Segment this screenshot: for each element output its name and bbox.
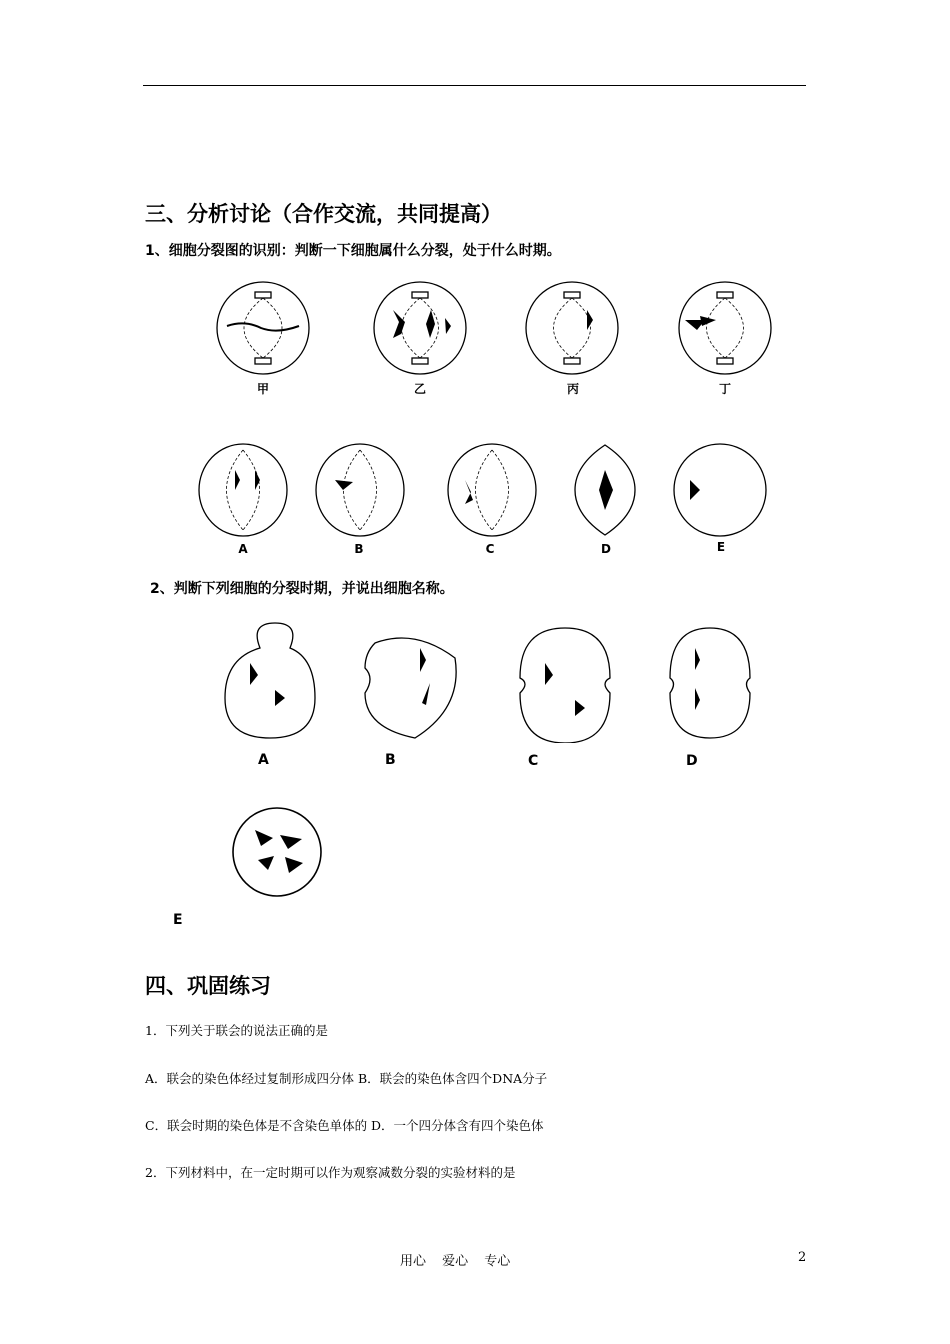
cell-figure-row-4 [230, 805, 325, 900]
label-row3-b: B [385, 752, 396, 768]
page-number: 2 [798, 1250, 807, 1265]
label-row2-b: B [354, 542, 364, 556]
label-row2-e: E [716, 540, 726, 554]
label-row3-a: A [258, 752, 269, 768]
label-row3-c: C [528, 753, 539, 769]
exercise-line-4: 2．下列材料中，在一定时期可以作为观察减数分裂的实验材料的是 [145, 1165, 516, 1180]
label-ding: 丁 [718, 382, 731, 396]
label-jia: 甲 [256, 382, 269, 396]
cell-figure-row-1 [205, 280, 785, 380]
label-row4-e: E [173, 912, 183, 928]
label-row2-c: C [485, 542, 495, 556]
label-yi: 乙 [413, 382, 426, 396]
exercise-line-1: 1．下列关于联会的说法正确的是 [145, 1023, 328, 1038]
section3-heading: 三、分析讨论（合作交流，共同提高） [145, 202, 502, 226]
header-rule [143, 85, 806, 86]
label-bing: 丙 [566, 382, 579, 396]
label-row2-a: A [238, 542, 248, 556]
exercise-line-3: C．联会时期的染色体是不含染色单体的 D．一个四分体含有四个染色体 [145, 1118, 544, 1133]
section4-heading: 四、巩固练习 [145, 974, 271, 998]
question-2: 2、判断下列细胞的分裂时期，并说出细胞名称。 [150, 581, 454, 597]
footer-motto: 用心 爱心 专心 [400, 1254, 511, 1269]
label-row2-d: D [601, 542, 611, 556]
cell-figure-row-3 [215, 618, 765, 743]
question-1: 1、细胞分裂图的识别：判断一下细胞属什么分裂，处于什么时期。 [145, 243, 561, 259]
exercise-line-2: A．联会的染色体经过复制形成四分体 B．联会的染色体含四个DNA分子 [145, 1071, 548, 1086]
cell-figure-row-2 [195, 440, 775, 540]
label-row3-d: D [686, 753, 698, 769]
